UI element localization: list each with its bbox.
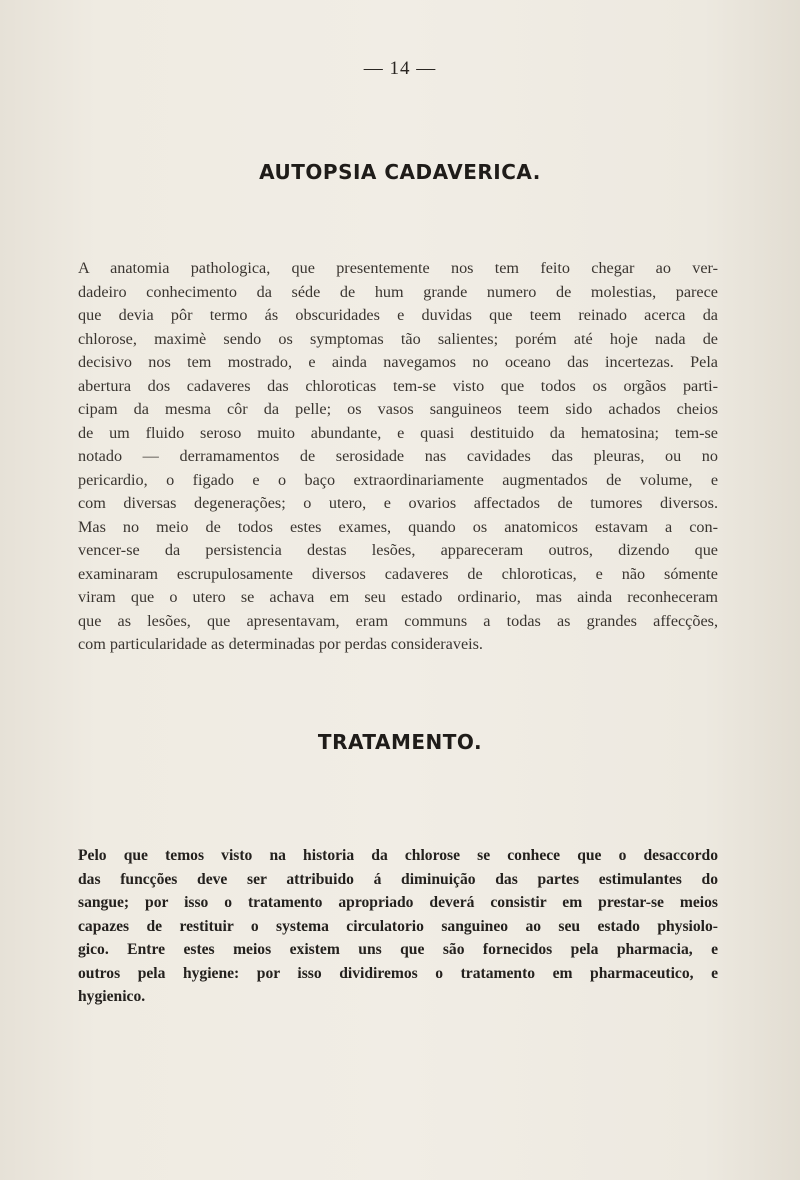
text-line: que as lesões, que apresentavam, eram communs a todas as grandes affecções,	[78, 611, 718, 630]
text-line: gico. Entre estes meios existem uns que são fornecidos pela pharmacia, e	[78, 941, 718, 958]
text-line: A anatomia pathologica, que presentemente nos tem feito chegar ao ver-	[78, 259, 718, 277]
text-line: chlorose, maximè sendo os symptomas tão salientes; porém até hoje nada de	[78, 329, 718, 348]
text-line: com particularidade as determinadas por perdas consideraveis.	[78, 635, 483, 653]
text-line: hygienico.	[78, 988, 146, 1005]
text-line: dadeiro conhecimento da séde de hum grande numero de molestias, parece	[78, 282, 718, 301]
text-line: com diversas degenerações; o utero, e ovarios affectados de tumores diversos.	[78, 494, 718, 512]
text-line: sangue; por isso o tratamento apropriado deverá consistir em prestar-se meios	[78, 894, 718, 911]
paragraph-tratamento	[78, 844, 718, 1009]
text-line: examinaram escrupulosamente diversos cadaveres de chloroticas, e não sómente	[78, 564, 718, 583]
section-heading-autopsia: AUTOPSIA CADAVERICA.	[259, 160, 541, 184]
text-line: pericardio, o figado e o baço extraordinariamente augmentados de volume, e	[78, 470, 718, 489]
paragraph-autopsia	[78, 257, 718, 657]
text-line: notado — derramamentos de serosidade nas cavidades das pleuras, ou no	[78, 447, 718, 465]
text-line: de um fluido seroso muito abundante, e quasi destituido da hematosina; tem-se	[78, 423, 718, 442]
text-line: capazes de restituir o systema circulatorio sanguineo ao seu estado physiolo-	[78, 917, 718, 935]
text-line: decisivo nos tem mostrado, e ainda navegamos no oceano das incertezas. Pela	[78, 353, 718, 371]
text-line: abertura dos cadaveres das chloroticas tem-se visto que todos os orgãos parti-	[78, 376, 718, 395]
page-number: — 14 —	[363, 58, 437, 79]
text-line: das funcções deve ser attribuido á diminuição das partes estimulantes do	[78, 870, 718, 888]
text-line: cipam da mesma côr da pelle; os vasos sanguineos teem sido achados cheios	[78, 400, 718, 418]
text-line: que devia pôr termo ás obscuridades e duvidas que teem reinado acerca da	[78, 306, 718, 324]
text-line: viram que o utero se achava em seu estado ordinario, mas ainda reconheceram	[78, 588, 718, 606]
text-line: Pelo que temos visto na historia da chlorose se conhece que o desaccordo	[78, 847, 718, 864]
section-heading-tratamento: TRATAMENTO.	[317, 730, 483, 754]
text-line: vencer-se da persistencia destas lesões, appareceram outros, dizendo que	[78, 541, 718, 559]
text-line: outros pela hygiene: por isso dividiremos o tratamento em pharmaceutico, e	[78, 964, 718, 982]
text-line: Mas no meio de todos estes exames, quando os anatomicos estavam a con-	[78, 517, 718, 536]
